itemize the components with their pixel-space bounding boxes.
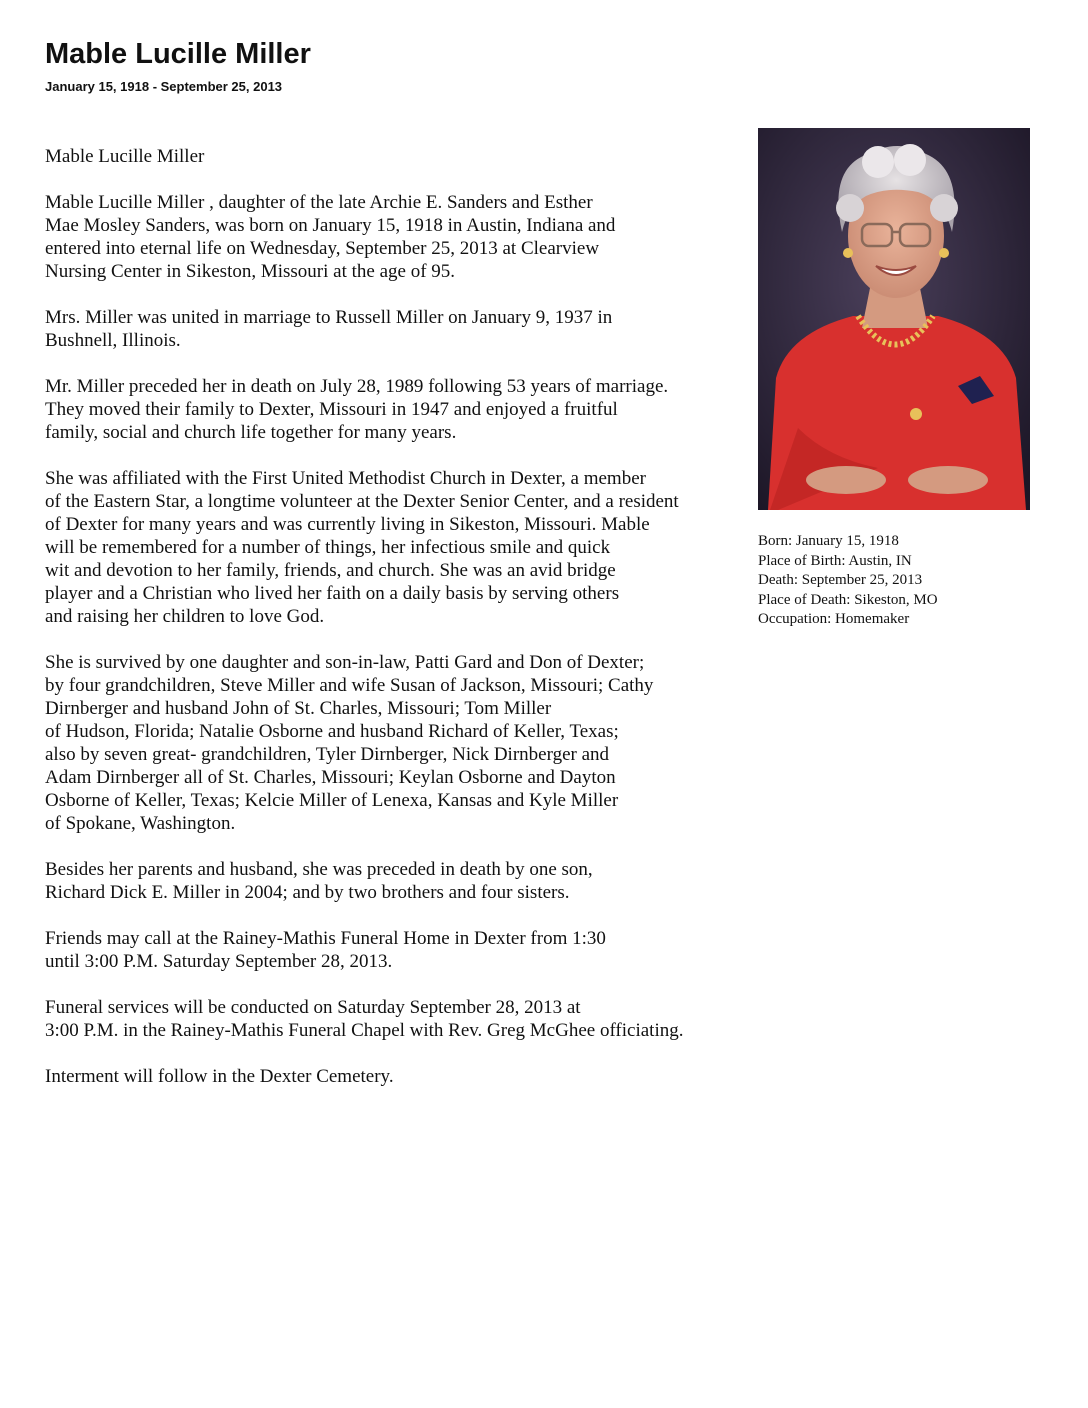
vital-facts — [758, 532, 1058, 630]
fact-death: Death: September 25, 2013 — [758, 572, 923, 588]
obituary-paragraph: Mable Lucille Miller , daughter of the late Archie E. Sanders and Esther Mae Mosley Sanders, was born on January 15, 1918 in Austin, Indiana and entered into eternal life on Wednesday, September 25, 2013 at Clearview Nursing Center in Sikeston, Missouri at the age of 95. — [45, 192, 616, 282]
obituary-paragraph: She is survived by one daughter and son-in-law, Patti Gard and Don of Dexter; by four grandchildren, Steve Miller and wife Susan of Jackson, Missouri; Cathy Dirnberger and husband John of St. Charles, Missouri; Tom Miller of Hudson, Florida; Natalie Osborne and husband Richard of Keller, Texas; also by seven great- grandchildren, Tyler Dirnberger, Nick Dirnberger and Adam Dirnberger all of St. Charles, Missouri; Keylan Osborne and Dayton Osborne of Keller, Texas; Kelcie Miller of Lenexa, Kansas and Kyle Miller of Spokane, Washington. — [45, 652, 654, 834]
page-title: Mable Lucille Miller — [45, 38, 311, 70]
obituary-paragraph: She was affiliated with the First United Methodist Church in Dexter, a member of the Eastern Star, a longtime volunteer at the Dexter Senior Center, and a resident of Dexter for many years and was currently living in Sikeston, Missouri. Mable will be remembered for a number of things, her infectious smile and quick wit and devotion to her family, friends, and church. She was an avid bridge player and a Christian who lived her faith on a daily basis by serving others and raising her children to love God. — [45, 468, 679, 627]
obituary-paragraph: Mrs. Miller was united in marriage to Russell Miller on January 9, 1937 in Bushnell, Illinois. — [45, 307, 613, 351]
obituary-paragraph: Friends may call at the Rainey-Mathis Funeral Home in Dexter from 1:30 until 3:00 P.M. Saturday September 28, 2013. — [45, 928, 606, 972]
fact-born: Born: January 15, 1918 — [758, 533, 899, 549]
life-dates: January 15, 1918 - September 25, 2013 — [45, 79, 283, 94]
obituary-paragraph: Mr. Miller preceded her in death on July 28, 1989 following 53 years of marriage. They moved their family to Dexter, Missouri in 1947 and enjoyed a fruitful family, social and church life together for many years. — [45, 376, 669, 443]
obituary-paragraph: Mable Lucille Miller — [45, 146, 205, 167]
obituary-paragraph: Interment will follow in the Dexter Cemetery. — [45, 1066, 394, 1087]
fact-place-of-death: Place of Death: Sikeston, MO — [758, 591, 938, 608]
obituary-paragraph: Besides her parents and husband, she was preceded in death by one son, Richard Dick E. Miller in 2004; and by two brothers and four sisters. — [45, 859, 593, 903]
fact-place-of-birth: Place of Birth: Austin, IN — [758, 552, 912, 569]
obituary-paragraph: Funeral services will be conducted on Saturday September 28, 2013 at 3:00 P.M. in the Rainey-Mathis Funeral Chapel with Rev. Greg McGhee officiating. — [45, 997, 684, 1041]
portrait-photo — [758, 128, 1030, 510]
fact-occupation: Occupation: Homemaker — [758, 611, 910, 627]
obituary-body — [45, 145, 760, 1111]
